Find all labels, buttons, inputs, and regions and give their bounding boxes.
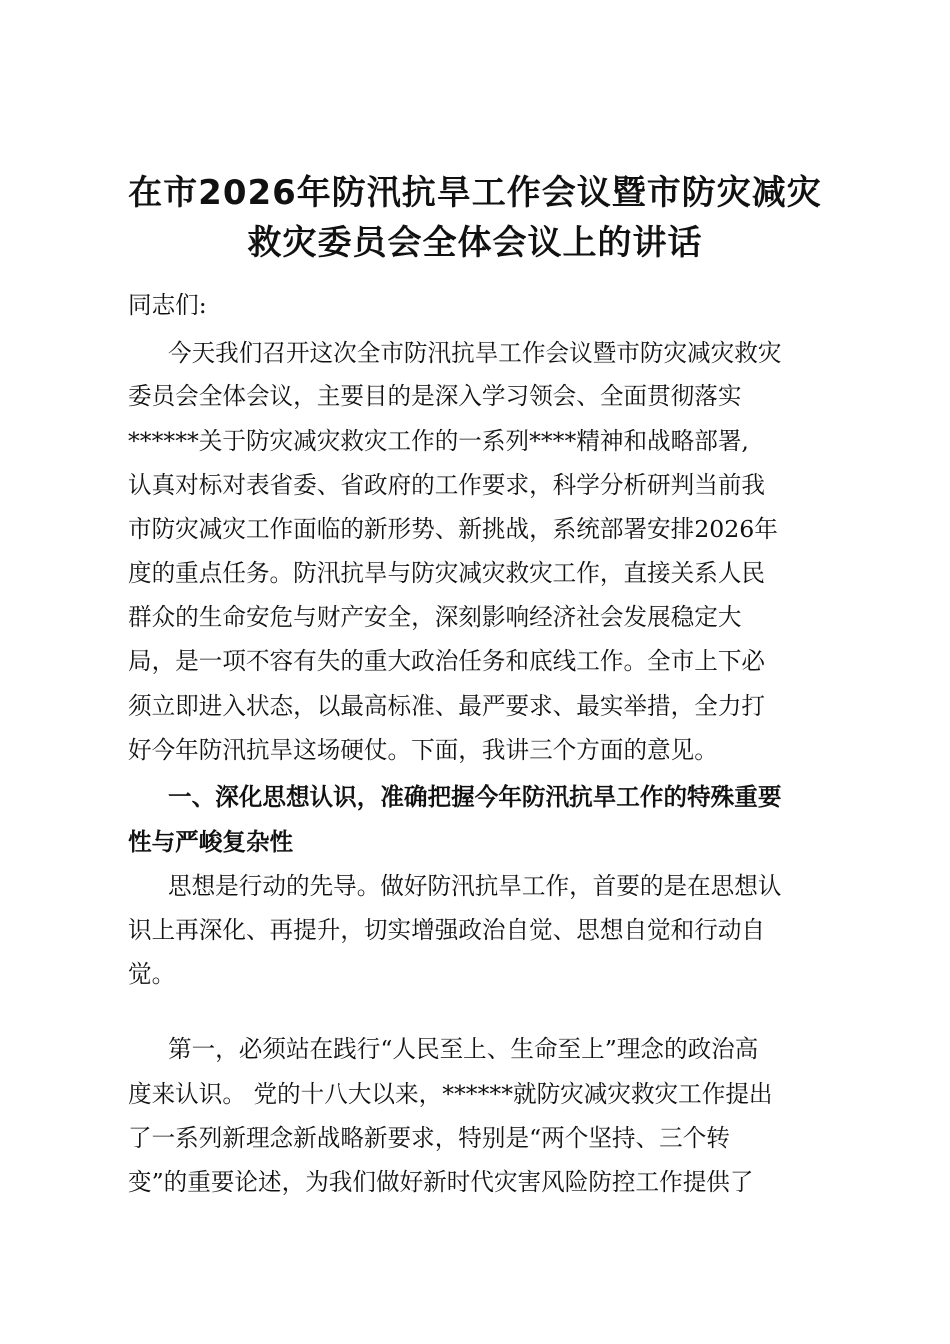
section-heading-1: 一、深化思想认识，准确把握今年防汛抗旱工作的特殊重要	[168, 783, 782, 811]
body-line: 局，是一项不容有失的重大政治任务和底线工作。全市上下必	[128, 647, 766, 675]
body-line: 须立即进入状态，以最高标准、最严要求、最实举措，全力打	[128, 692, 766, 720]
body-line: 市防灾减灾工作面临的新形势、新挑战，系统部署安排2026年	[128, 515, 778, 543]
body-line: 思想是行动的先导。做好防汛抗旱工作，首要的是在思想认	[168, 872, 782, 900]
body-line: 觉。	[128, 960, 176, 988]
body-line: 群众的生命安危与财产安全，深刻影响经济社会发展稳定大	[128, 603, 742, 631]
salutation: 同志们:	[128, 291, 207, 319]
body-line: 今天我们召开这次全市防汛抗旱工作会议暨市防灾减灾救灾	[168, 339, 782, 367]
body-line: 度的重点任务。防汛抗旱与防灾减灾救灾工作，直接关系人民	[128, 559, 766, 587]
body-line: 第一，必须站在践行“人民至上、生命至上”理念的政治高	[168, 1035, 759, 1063]
body-line: 好今年防汛抗旱这场硬仗。下面，我讲三个方面的意见。	[128, 736, 718, 764]
body-line: ******关于防灾减灾救灾工作的一系列****精神和战略部署,	[128, 427, 749, 455]
body-line: 委员会全体会议，主要目的是深入学习领会、全面贯彻落实	[128, 382, 742, 410]
document-title-line-2: 救灾委员会全体会议上的讲话	[247, 223, 703, 263]
body-line: 变”的重要论述，为我们做好新时代灾害风险防控工作提供了	[128, 1168, 754, 1196]
body-line: 度来认识。 党的十八大以来，******就防灾减灾救灾工作提出	[128, 1080, 773, 1108]
body-line: 了一系列新理念新战略新要求，特别是“两个坚持、三个转	[128, 1124, 730, 1152]
section-heading-1-cont: 性与严峻复杂性	[128, 828, 294, 856]
body-line: 认真对标对表省委、省政府的工作要求，科学分析研判当前我	[128, 471, 766, 499]
body-line: 识上再深化、再提升，切实增强政治自觉、思想自觉和行动自	[128, 916, 766, 944]
document-title-line-1: 在市2026年防汛抗旱工作会议暨市防灾减灾	[128, 173, 822, 213]
